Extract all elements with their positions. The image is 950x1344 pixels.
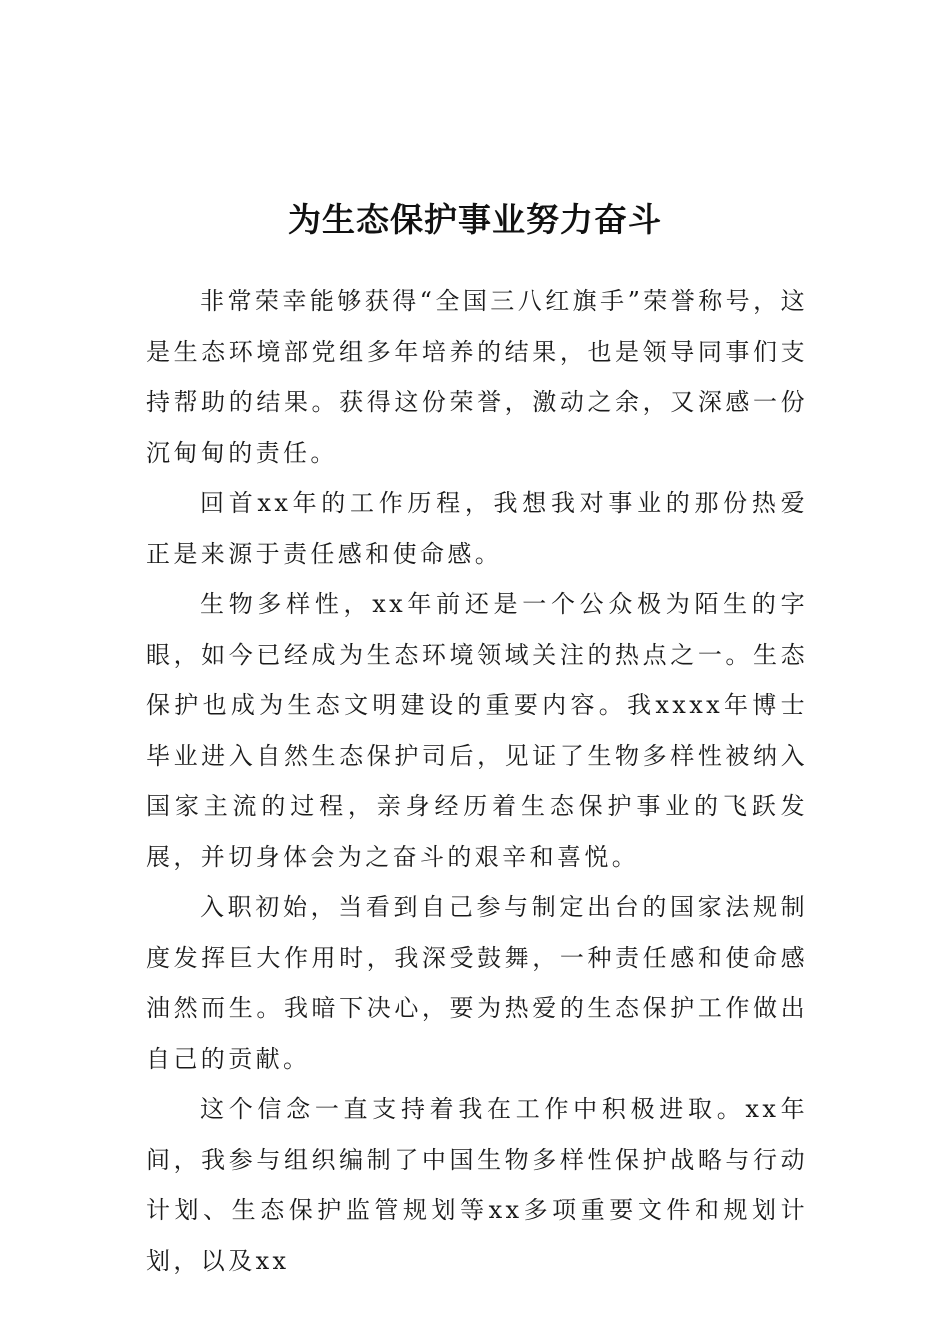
paragraph-1: 非常荣幸能够获得“全国三八红旗手”荣誉称号，这是生态环境部党组多年培养的结果，也是领导同事们支持帮助的结果。获得这份荣誉，激动之余，又深感一份沉甸甸的责任。 xyxy=(146,287,808,467)
paragraph-4: 入职初始，当看到自己参与制定出台的国家法规制度发挥巨大作用时，我深受鼓舞，一种责任感和使命感油然而生。我暗下决心，要为热爱的生态保护工作做出自己的贡献。 xyxy=(146,893,808,1073)
paragraph-5: 这个信念一直支持着我在工作中积极进取。xx年间，我参与组织编制了中国生物多样性保护战略与行动计划、生态保护监管规划等xx多项重要文件和规划计划，以及xx xyxy=(146,1095,808,1275)
paragraph-3: 生物多样性，xx年前还是一个公众极为陌生的字眼，如今已经成为生态环境领域关注的热点之一。生态保护也成为生态文明建设的重要内容。我xxxx年博士毕业进入自然生态保护司后，见证了生物多样性被纳入国家主流的过程，亲身经历着生态保护事业的飞跃发展，并切身体会为之奋斗的艰辛和喜悦。 xyxy=(146,590,808,871)
document-title: 为生态保护事业努力奋斗 xyxy=(288,200,662,240)
paragraph-2: 回首xx年的工作历程，我想我对事业的那份热爱正是来源于责任感和使命感。 xyxy=(146,489,808,568)
document-body xyxy=(146,276,808,1286)
